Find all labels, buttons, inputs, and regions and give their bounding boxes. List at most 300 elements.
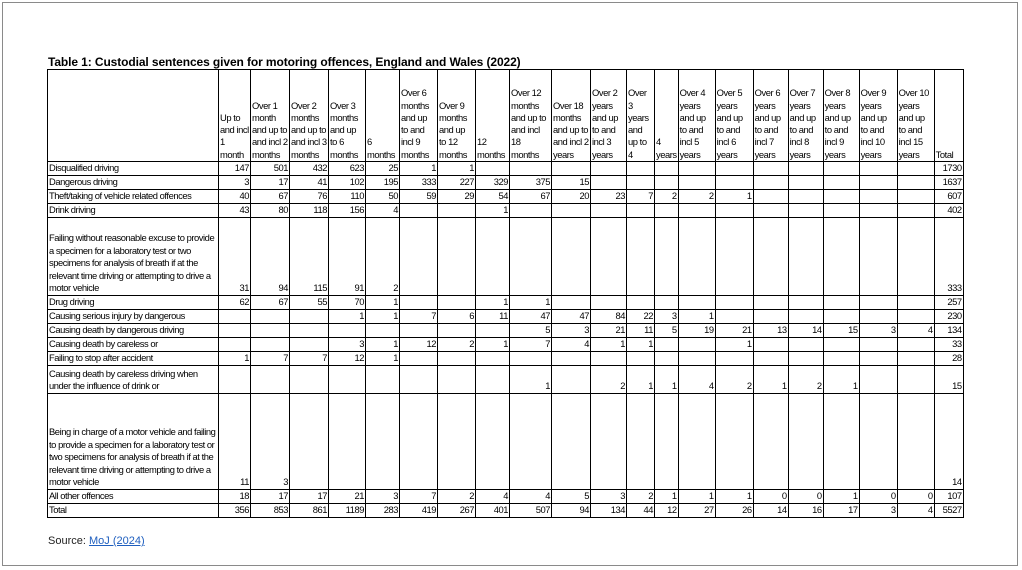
value-cell — [627, 296, 655, 310]
value-cell — [591, 296, 627, 310]
offence-label: Total — [48, 504, 219, 518]
value-cell: 31 — [219, 218, 251, 296]
value-cell — [591, 204, 627, 218]
value-cell — [655, 338, 679, 352]
value-cell — [655, 162, 679, 176]
value-cell: 1 — [823, 366, 859, 394]
value-cell: 0 — [897, 490, 934, 504]
value-cell — [290, 324, 329, 338]
value-cell: 12 — [655, 504, 679, 518]
value-cell: 0 — [753, 490, 788, 504]
value-cell: 1 — [400, 162, 438, 176]
value-cell — [859, 204, 897, 218]
value-cell: 227 — [438, 176, 476, 190]
value-cell: 26 — [715, 504, 753, 518]
source-label: Source: — [48, 535, 86, 547]
value-cell — [753, 296, 788, 310]
value-cell: 7 — [290, 352, 329, 366]
value-cell: 14 — [788, 324, 823, 338]
value-cell: 15 — [823, 324, 859, 338]
header-cell: 6 months — [366, 70, 400, 162]
value-cell — [788, 176, 823, 190]
table-row — [48, 394, 964, 490]
value-cell — [552, 394, 591, 490]
value-cell — [788, 394, 823, 490]
value-cell: 1 — [366, 296, 400, 310]
value-cell: 1 — [655, 490, 679, 504]
value-cell — [715, 352, 753, 366]
value-cell: 23 — [591, 190, 627, 204]
value-cell: 3 — [859, 504, 897, 518]
value-cell: 33 — [934, 338, 963, 352]
value-cell: 1 — [715, 338, 753, 352]
value-cell: 50 — [366, 190, 400, 204]
value-cell: 230 — [934, 310, 963, 324]
value-cell — [366, 366, 400, 394]
value-cell: 7 — [400, 490, 438, 504]
value-cell — [219, 324, 251, 338]
value-cell — [552, 296, 591, 310]
value-cell — [627, 352, 655, 366]
offence-label: Being in charge of a motor vehicle and failing to provide a specimen for a laboratory test or two specimens for analysis of breath if at the relevant time driving or attempting to drive a motor vehicle — [48, 394, 219, 490]
value-cell: 6 — [438, 310, 476, 324]
value-cell — [897, 162, 934, 176]
value-cell — [678, 296, 715, 310]
value-cell — [859, 394, 897, 490]
value-cell — [753, 394, 788, 490]
value-cell — [400, 218, 438, 296]
value-cell: 80 — [251, 204, 290, 218]
value-cell: 853 — [251, 504, 290, 518]
value-cell: 12 — [400, 338, 438, 352]
value-cell: 2 — [788, 366, 823, 394]
value-cell: 402 — [934, 204, 963, 218]
table-body — [48, 162, 964, 518]
value-cell: 59 — [400, 190, 438, 204]
value-cell — [823, 162, 859, 176]
header-cell: Over 18 months and up to and incl 2 years — [552, 70, 591, 162]
value-cell — [400, 366, 438, 394]
value-cell — [897, 310, 934, 324]
value-cell — [823, 190, 859, 204]
value-cell — [678, 338, 715, 352]
sentences-table — [47, 69, 964, 518]
value-cell: 4 — [897, 504, 934, 518]
table-row — [48, 490, 964, 504]
header-cell: Over 5 years and up to and incl 6 years — [715, 70, 753, 162]
value-cell: 18 — [219, 490, 251, 504]
value-cell: 22 — [627, 310, 655, 324]
value-cell: 861 — [290, 504, 329, 518]
value-cell: 76 — [290, 190, 329, 204]
value-cell: 67 — [510, 190, 552, 204]
value-cell: 156 — [329, 204, 366, 218]
value-cell: 267 — [438, 504, 476, 518]
value-cell: 2 — [438, 338, 476, 352]
value-cell — [897, 394, 934, 490]
value-cell — [788, 338, 823, 352]
value-cell: 283 — [366, 504, 400, 518]
value-cell: 28 — [934, 352, 963, 366]
value-cell — [678, 176, 715, 190]
value-cell: 67 — [251, 190, 290, 204]
value-cell: 1189 — [329, 504, 366, 518]
header-cell: Over 3 months and up to 6 months — [329, 70, 366, 162]
value-cell: 29 — [438, 190, 476, 204]
value-cell — [552, 218, 591, 296]
value-cell — [329, 366, 366, 394]
value-cell — [438, 324, 476, 338]
table-row — [48, 204, 964, 218]
value-cell: 375 — [510, 176, 552, 190]
value-cell: 1 — [476, 338, 510, 352]
table-row — [48, 190, 964, 204]
value-cell — [476, 366, 510, 394]
value-cell — [219, 366, 251, 394]
offence-label: Causing death by dangerous driving — [48, 324, 219, 338]
value-cell — [859, 296, 897, 310]
value-cell — [627, 394, 655, 490]
value-cell — [290, 338, 329, 352]
value-cell: 1 — [366, 338, 400, 352]
value-cell: 14 — [753, 504, 788, 518]
value-cell — [823, 310, 859, 324]
value-cell — [438, 218, 476, 296]
value-cell: 2 — [366, 218, 400, 296]
value-cell — [510, 162, 552, 176]
offence-label: Failing without reasonable excuse to provide a specimen for a laboratory test or two specimens for analysis of breath if at the relevant time driving or attempting to drive a motor vehicle — [48, 218, 219, 296]
value-cell — [859, 338, 897, 352]
value-cell: 501 — [251, 162, 290, 176]
header-cell: 4 years — [655, 70, 679, 162]
value-cell — [753, 352, 788, 366]
header-cell: Over 10 years and up to and incl 15 years — [897, 70, 934, 162]
value-cell — [438, 204, 476, 218]
value-cell — [510, 352, 552, 366]
value-cell — [655, 394, 679, 490]
value-cell — [788, 162, 823, 176]
value-cell: 3 — [219, 176, 251, 190]
value-cell: 333 — [400, 176, 438, 190]
value-cell: 54 — [476, 190, 510, 204]
source-link[interactable]: MoJ (2024) — [88, 535, 145, 547]
offence-label: Drink driving — [48, 204, 219, 218]
value-cell: 5 — [510, 324, 552, 338]
value-cell: 21 — [591, 324, 627, 338]
header-cell: Over 12 months and up to and incl 18 months — [510, 70, 552, 162]
header-cell: Total — [934, 70, 963, 162]
value-cell — [366, 394, 400, 490]
value-cell — [859, 310, 897, 324]
value-cell — [753, 204, 788, 218]
value-cell — [788, 218, 823, 296]
header-cell: Over 2 years and up to and incl 3 years — [591, 70, 627, 162]
value-cell — [715, 218, 753, 296]
header-cell: Over 2 months and up to and incl 3 months — [290, 70, 329, 162]
value-cell: 419 — [400, 504, 438, 518]
value-cell: 1 — [329, 310, 366, 324]
value-cell: 91 — [329, 218, 366, 296]
value-cell — [438, 296, 476, 310]
offence-label: Disqualified driving — [48, 162, 219, 176]
value-cell: 1 — [715, 190, 753, 204]
value-cell — [753, 190, 788, 204]
value-cell — [897, 176, 934, 190]
offence-label: Dangerous driving — [48, 176, 219, 190]
value-cell — [400, 324, 438, 338]
value-cell: 43 — [219, 204, 251, 218]
value-cell: 12 — [329, 352, 366, 366]
value-cell — [510, 218, 552, 296]
value-cell: 5 — [655, 324, 679, 338]
header-cell: Over 4 years and up to and incl 5 years — [678, 70, 715, 162]
value-cell — [823, 204, 859, 218]
value-cell — [753, 310, 788, 324]
table-row — [48, 310, 964, 324]
value-cell: 147 — [219, 162, 251, 176]
value-cell: 17 — [823, 504, 859, 518]
value-cell — [715, 162, 753, 176]
value-cell — [678, 352, 715, 366]
value-cell — [219, 310, 251, 324]
value-cell: 2 — [591, 366, 627, 394]
value-cell — [753, 338, 788, 352]
value-cell: 11 — [476, 310, 510, 324]
value-cell — [715, 394, 753, 490]
value-cell: 20 — [552, 190, 591, 204]
value-cell: 329 — [476, 176, 510, 190]
value-cell: 44 — [627, 504, 655, 518]
value-cell — [591, 162, 627, 176]
value-cell — [715, 296, 753, 310]
value-cell: 401 — [476, 504, 510, 518]
value-cell: 195 — [366, 176, 400, 190]
value-cell — [552, 352, 591, 366]
value-cell — [627, 204, 655, 218]
value-cell: 3 — [591, 490, 627, 504]
value-cell: 15 — [934, 366, 963, 394]
value-cell: 17 — [251, 176, 290, 190]
value-cell: 1 — [627, 338, 655, 352]
value-cell: 40 — [219, 190, 251, 204]
table-row — [48, 324, 964, 338]
value-cell — [329, 324, 366, 338]
value-cell — [251, 338, 290, 352]
header-cell: 12 months — [476, 70, 510, 162]
value-cell — [715, 204, 753, 218]
table-title: Table 1: Custodial sentences given for motoring offences, England and Wales (2022) — [48, 55, 521, 69]
value-cell — [678, 218, 715, 296]
value-cell — [753, 162, 788, 176]
value-cell: 107 — [934, 490, 963, 504]
value-cell — [591, 218, 627, 296]
value-cell — [788, 310, 823, 324]
value-cell — [897, 190, 934, 204]
value-cell — [251, 310, 290, 324]
value-cell: 1 — [366, 352, 400, 366]
value-cell: 7 — [400, 310, 438, 324]
value-cell: 1 — [678, 310, 715, 324]
value-cell — [859, 218, 897, 296]
value-cell: 14 — [934, 394, 963, 490]
value-cell: 17 — [290, 490, 329, 504]
value-cell: 67 — [251, 296, 290, 310]
value-cell — [627, 162, 655, 176]
value-cell — [897, 366, 934, 394]
value-cell — [753, 176, 788, 190]
offence-label: Drug driving — [48, 296, 219, 310]
value-cell: 47 — [552, 310, 591, 324]
value-cell — [859, 162, 897, 176]
value-cell — [788, 296, 823, 310]
header-cell: Over 6 years and up to and incl 7 years — [753, 70, 788, 162]
value-cell — [678, 394, 715, 490]
header-cell: Over 8 years and up to and incl 9 years — [823, 70, 859, 162]
value-cell: 5527 — [934, 504, 963, 518]
value-cell — [655, 176, 679, 190]
value-cell: 2 — [655, 190, 679, 204]
value-cell — [400, 352, 438, 366]
value-cell: 70 — [329, 296, 366, 310]
value-cell: 1 — [591, 338, 627, 352]
value-cell — [897, 204, 934, 218]
header-row — [48, 70, 964, 162]
value-cell: 55 — [290, 296, 329, 310]
value-cell — [753, 218, 788, 296]
value-cell: 4 — [510, 490, 552, 504]
value-cell: 7 — [251, 352, 290, 366]
value-cell — [823, 176, 859, 190]
value-cell: 1 — [655, 366, 679, 394]
value-cell: 4 — [897, 324, 934, 338]
value-cell — [897, 218, 934, 296]
value-cell — [897, 296, 934, 310]
value-cell: 2 — [678, 190, 715, 204]
value-cell — [591, 394, 627, 490]
value-cell: 41 — [290, 176, 329, 190]
value-cell: 1 — [219, 352, 251, 366]
value-cell — [251, 366, 290, 394]
total-row — [48, 504, 964, 518]
value-cell — [290, 310, 329, 324]
value-cell — [591, 352, 627, 366]
value-cell — [290, 394, 329, 490]
value-cell: 1 — [627, 366, 655, 394]
value-cell: 4 — [476, 490, 510, 504]
value-cell — [655, 296, 679, 310]
value-cell: 110 — [329, 190, 366, 204]
value-cell: 25 — [366, 162, 400, 176]
table-row — [48, 162, 964, 176]
value-cell: 102 — [329, 176, 366, 190]
value-cell: 3 — [655, 310, 679, 324]
value-cell — [897, 352, 934, 366]
value-cell — [823, 338, 859, 352]
value-cell — [400, 394, 438, 490]
value-cell — [627, 218, 655, 296]
value-cell — [552, 204, 591, 218]
value-cell — [329, 394, 366, 490]
value-cell — [552, 162, 591, 176]
value-cell: 16 — [788, 504, 823, 518]
value-cell — [859, 176, 897, 190]
value-cell — [859, 366, 897, 394]
value-cell: 4 — [678, 366, 715, 394]
value-cell: 84 — [591, 310, 627, 324]
value-cell — [552, 366, 591, 394]
value-cell: 1 — [753, 366, 788, 394]
offence-label: Causing death by careless driving when under the influence of drink or — [48, 366, 219, 394]
value-cell: 1 — [438, 162, 476, 176]
value-cell — [400, 204, 438, 218]
value-cell: 0 — [859, 490, 897, 504]
value-cell: 3 — [251, 394, 290, 490]
table-row — [48, 338, 964, 352]
value-cell — [476, 352, 510, 366]
value-cell: 62 — [219, 296, 251, 310]
value-cell: 19 — [678, 324, 715, 338]
value-cell: 1730 — [934, 162, 963, 176]
value-cell: 4 — [366, 204, 400, 218]
value-cell: 333 — [934, 218, 963, 296]
offence-label: All other offences — [48, 490, 219, 504]
value-cell: 13 — [753, 324, 788, 338]
value-cell — [823, 394, 859, 490]
value-cell: 7 — [627, 190, 655, 204]
value-cell: 0 — [788, 490, 823, 504]
value-cell: 607 — [934, 190, 963, 204]
value-cell: 3 — [329, 338, 366, 352]
value-cell — [715, 176, 753, 190]
value-cell — [655, 352, 679, 366]
value-cell: 94 — [251, 218, 290, 296]
value-cell: 134 — [591, 504, 627, 518]
value-cell — [655, 204, 679, 218]
value-cell: 3 — [366, 490, 400, 504]
value-cell: 2 — [627, 490, 655, 504]
value-cell — [859, 190, 897, 204]
value-cell: 118 — [290, 204, 329, 218]
value-cell: 94 — [552, 504, 591, 518]
value-cell: 21 — [329, 490, 366, 504]
value-cell — [591, 176, 627, 190]
value-cell: 1637 — [934, 176, 963, 190]
value-cell — [897, 338, 934, 352]
offence-label: Causing serious injury by dangerous — [48, 310, 219, 324]
value-cell — [290, 366, 329, 394]
value-cell: 1 — [476, 204, 510, 218]
value-cell — [678, 204, 715, 218]
value-cell: 1 — [510, 296, 552, 310]
value-cell — [823, 296, 859, 310]
value-cell: 1 — [476, 296, 510, 310]
table-row — [48, 218, 964, 296]
value-cell — [476, 218, 510, 296]
offence-label: Failing to stop after accident — [48, 352, 219, 366]
header-cell: Over 9 years and up to and incl 10 years — [859, 70, 897, 162]
value-cell: 15 — [552, 176, 591, 190]
value-cell — [823, 352, 859, 366]
header-cell: Over 3 years and up to 4 — [627, 70, 655, 162]
value-cell — [788, 190, 823, 204]
value-cell — [715, 310, 753, 324]
value-cell: 2 — [715, 366, 753, 394]
header-cell: Over 7 years and up to and incl 8 years — [788, 70, 823, 162]
source-line — [48, 535, 145, 547]
value-cell: 27 — [678, 504, 715, 518]
value-cell: 21 — [715, 324, 753, 338]
value-cell — [366, 324, 400, 338]
